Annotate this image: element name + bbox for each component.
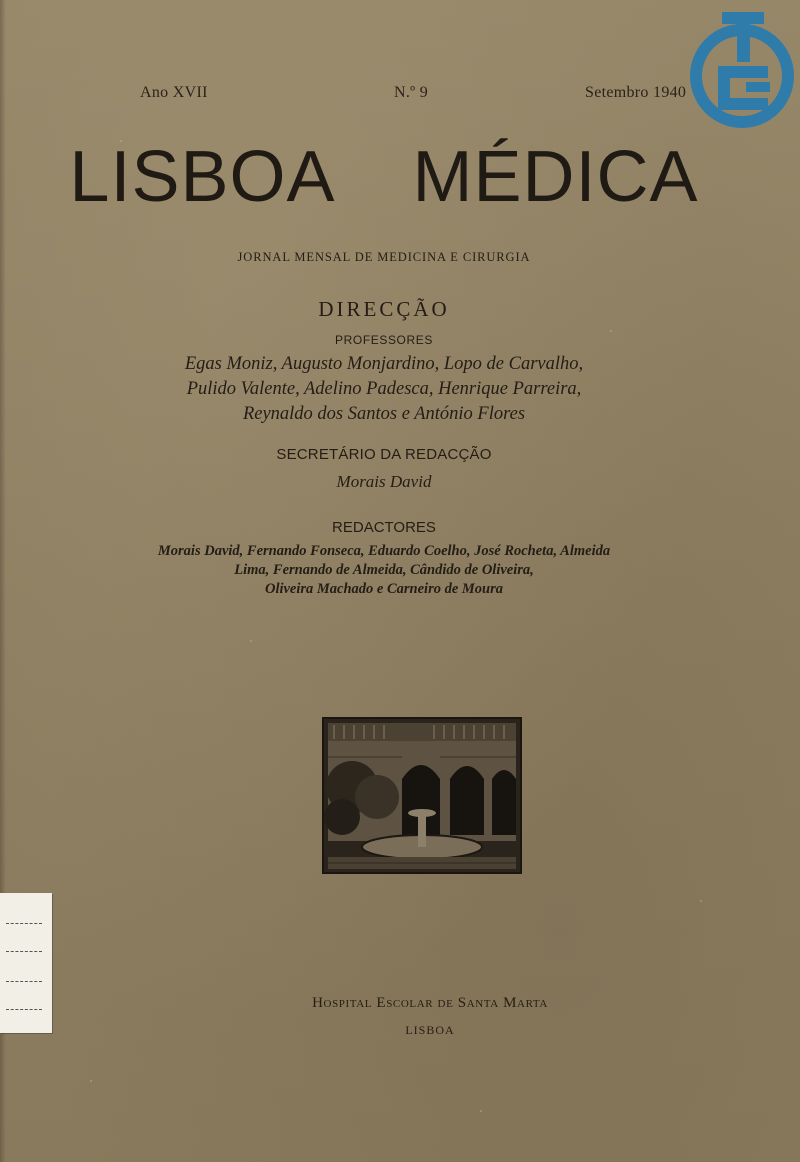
editors-names-line: Morais David, Fernando Fonseca, Eduardo Coelho, José Rocheta, Almeida xyxy=(157,543,611,559)
secretary-name: Morais David xyxy=(336,472,432,491)
editors-names-line: Lima, Fernando de Almeida, Cândido de Oliveira, xyxy=(234,562,534,578)
journal-title: LISBOA MÉDICA xyxy=(69,137,699,217)
label-line xyxy=(6,1009,42,1010)
paper-speck xyxy=(700,900,702,902)
label-line xyxy=(6,981,42,982)
library-shelf-label xyxy=(0,893,52,1033)
editors-names-line: Oliveira Machado e Carneiro de Moura xyxy=(264,581,504,597)
volume-year: Ano XVII xyxy=(140,84,208,101)
paper-speck xyxy=(610,330,612,332)
editors-heading: REDACTORES xyxy=(332,519,436,536)
issue-number: N.º 9 xyxy=(394,84,429,101)
publisher-name: Hospital Escolar de Santa Marta xyxy=(312,995,548,1011)
journal-subtitle: JORNAL MENSAL DE MEDICINA E CIRURGIA xyxy=(237,250,531,264)
issue-date: Setembro 1940 xyxy=(585,84,687,101)
publisher-city: LISBOA xyxy=(405,1023,455,1037)
direction-names-line: Pulido Valente, Adelino Padesca, Henrique Parreira, xyxy=(186,379,582,399)
courtyard-engraving xyxy=(322,717,522,874)
label-line xyxy=(6,951,42,952)
direction-names xyxy=(0,352,784,427)
editors-names xyxy=(0,542,784,599)
paper-speck xyxy=(480,1110,482,1112)
label-line xyxy=(6,923,42,924)
direction-names-line: Reynaldo dos Santos e António Flores xyxy=(242,404,526,424)
paper-speck xyxy=(90,1080,92,1082)
library-stamp-icon xyxy=(688,12,798,134)
direction-names-line: Egas Moniz, Augusto Monjardino, Lopo de Carvalho, xyxy=(184,354,584,374)
professors-heading: PROFESSORES xyxy=(335,333,433,347)
paper-speck xyxy=(250,640,252,642)
secretary-heading: SECRETÁRIO DA REDACÇÃO xyxy=(276,446,492,463)
direction-heading: DIRECÇÃO xyxy=(318,297,450,321)
